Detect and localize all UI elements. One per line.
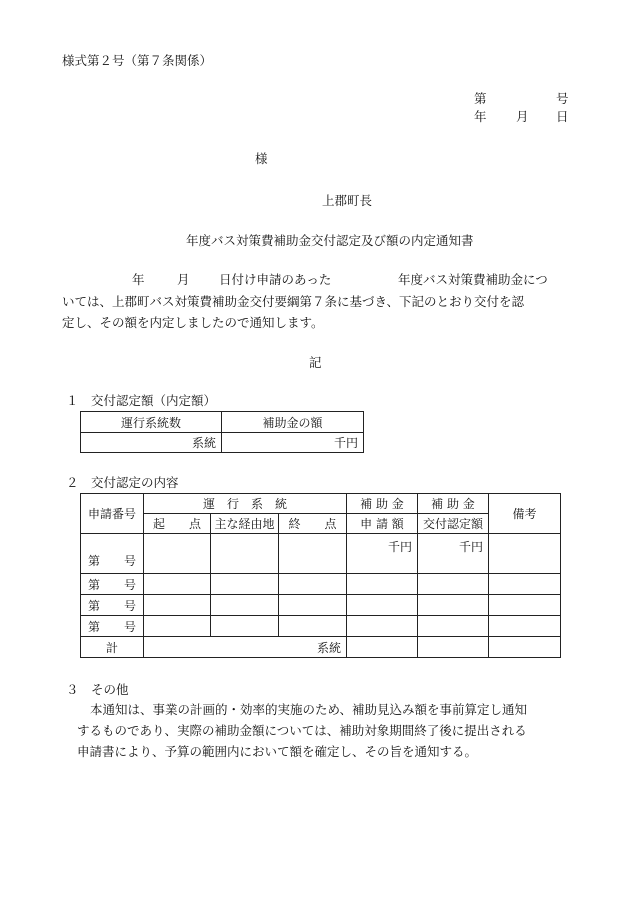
subsidy-amount-unit: 千円 bbox=[222, 433, 364, 453]
date-day: 日 bbox=[556, 109, 569, 124]
via-point-header: 主な経由地 bbox=[211, 514, 279, 534]
table-row bbox=[81, 595, 561, 616]
section3-line1: 本通知は、事業の計画的・効率的実施のため、補助見込み額を事前算定し通知 bbox=[90, 702, 528, 717]
row-dai: 第 bbox=[87, 554, 100, 568]
total-routes-unit: 系統 bbox=[144, 637, 347, 658]
remarks-header: 備考 bbox=[489, 494, 561, 534]
body-line3: 定し、その額を内定しましたので通知します。 bbox=[62, 315, 324, 330]
body-year: 年 bbox=[132, 272, 145, 287]
total-label: 計 bbox=[81, 637, 144, 658]
application-number-cell: 第 号 bbox=[81, 595, 144, 616]
requested-amount-unit: 千円 bbox=[347, 534, 418, 574]
table-row bbox=[81, 534, 561, 574]
certification-detail-table bbox=[80, 493, 561, 658]
total-row bbox=[81, 637, 561, 658]
end-point-header: 終 点 bbox=[279, 514, 347, 534]
certified-amount-unit: 千円 bbox=[418, 534, 489, 574]
addressee-suffix: 様 bbox=[255, 151, 268, 166]
operating-route-header: 運 行 系 統 bbox=[144, 494, 347, 514]
document-number-prefix: 第 bbox=[474, 91, 487, 106]
issuer: 上郡町長 bbox=[322, 193, 373, 208]
certified-amount-table bbox=[80, 411, 364, 453]
requested-amount-header-1: 補 助 金 bbox=[347, 494, 418, 514]
form-label: 様式第２号（第７条関係） bbox=[62, 53, 213, 68]
certified-amount-header-1: 補 助 金 bbox=[418, 494, 489, 514]
date-month: 月 bbox=[516, 109, 529, 124]
body-line2: いては、上郡町バス対策費補助金交付要綱第７条に基づき、下記のとおり交付を認 bbox=[62, 294, 525, 309]
routes-count-unit: 系統 bbox=[81, 433, 222, 453]
ki-heading: 記 bbox=[309, 355, 322, 370]
table-row bbox=[81, 574, 561, 595]
body-day-text: 日付け申請のあった bbox=[219, 272, 332, 287]
section3-heading: ３ その他 bbox=[66, 682, 129, 697]
document-title: 年度バス対策費補助金交付認定及び額の内定通知書 bbox=[186, 233, 474, 248]
subsidy-amount-header: 補助金の額 bbox=[222, 412, 364, 433]
section1-heading: １ 交付認定額（内定額） bbox=[66, 393, 217, 408]
requested-amount-header-2: 申 請 額 bbox=[347, 514, 418, 534]
table-row bbox=[81, 616, 561, 637]
body-month: 月 bbox=[177, 272, 190, 287]
application-number-header: 申請番号 bbox=[81, 494, 144, 534]
start-point-header: 起 点 bbox=[144, 514, 211, 534]
application-number-cell bbox=[81, 534, 144, 574]
row-go: 号 bbox=[124, 554, 137, 568]
certified-amount-header-2: 交付認定額 bbox=[418, 514, 489, 534]
routes-count-header: 運行系統数 bbox=[81, 412, 222, 433]
application-number-cell: 第 号 bbox=[81, 574, 144, 595]
section2-heading: ２ 交付認定の内容 bbox=[66, 475, 179, 490]
application-number-cell: 第 号 bbox=[81, 616, 144, 637]
body-line1-tail: 年度バス対策費補助金につ bbox=[398, 272, 548, 287]
section3-line2: するものであり、実際の補助金額については、補助対象期間終了後に提出される bbox=[77, 723, 527, 738]
document-number-suffix: 号 bbox=[556, 91, 569, 106]
section3-line3: 申請書により、予算の範囲内において額を確定し、その旨を通知する。 bbox=[77, 744, 478, 759]
date-year: 年 bbox=[474, 109, 487, 124]
